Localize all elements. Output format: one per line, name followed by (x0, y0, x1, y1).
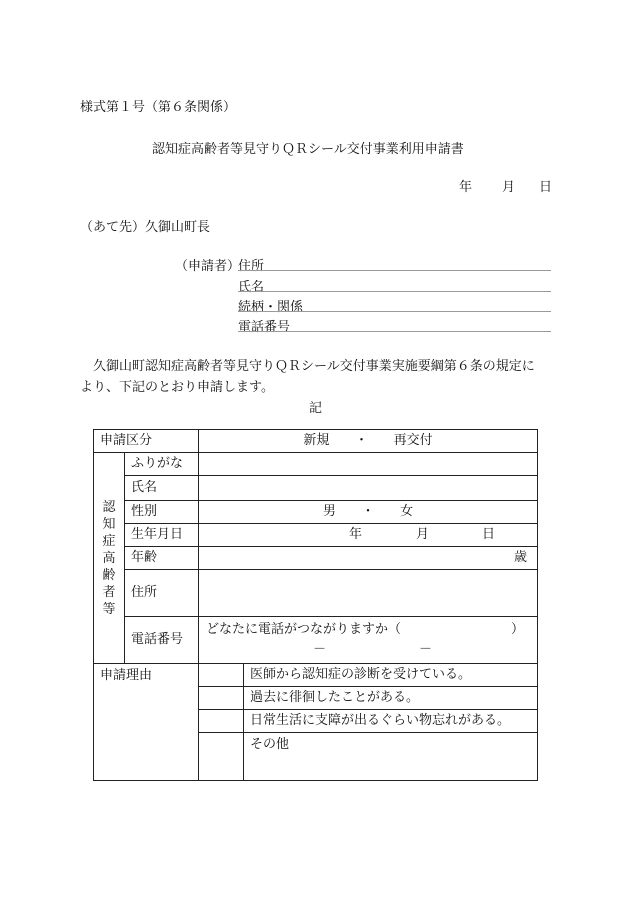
application-type-label: 申請区分 (94, 430, 199, 453)
birthdate-year: 年 (349, 527, 363, 542)
subject-group-text: 認知症高齢者等 (102, 499, 116, 617)
reason-checkbox-4[interactable] (199, 733, 244, 781)
phone-label: 電話番号 (125, 617, 199, 664)
name-field[interactable] (199, 476, 538, 501)
option-female[interactable]: 女 (400, 504, 414, 519)
sex-label: 性別 (125, 501, 199, 524)
address-field[interactable] (199, 570, 538, 617)
phone-field[interactable] (199, 617, 538, 664)
phone-row (94, 617, 538, 664)
birthdate-field[interactable] (199, 524, 538, 547)
applicant-phone-label: 電話番号 (238, 320, 291, 335)
applicant-name-label: 氏名 (238, 280, 265, 295)
application-table (93, 429, 538, 781)
phone-question: どなたに電話がつながりますか（ (206, 622, 402, 637)
applicant-address-line[interactable] (238, 270, 551, 271)
reason-text-4: その他 (244, 733, 538, 781)
date-month: 月 (502, 180, 516, 195)
reason-label: 申請理由 (94, 664, 199, 781)
applicant-phone-line[interactable] (238, 331, 551, 332)
age-row (94, 547, 538, 570)
ki-heading: 記 (309, 401, 323, 416)
applicant-relation-line[interactable] (238, 311, 551, 312)
birthdate-month: 月 (416, 527, 430, 542)
applicant-address-label: 住所 (238, 259, 265, 274)
name-label: 氏名 (125, 476, 199, 501)
applicant-name-line[interactable] (238, 291, 551, 292)
option-reissue[interactable]: 再交付 (393, 433, 433, 448)
application-type-row (94, 430, 538, 453)
age-field[interactable] (199, 547, 538, 570)
date-year: 年 (459, 180, 473, 195)
applicant-relation-label: 続柄・関係 (238, 300, 304, 315)
applicant-label: （申請者） (175, 259, 241, 274)
name-row (94, 476, 538, 501)
furigana-label: ふりがな (125, 453, 199, 476)
application-type-options[interactable] (199, 430, 538, 453)
sex-options[interactable] (199, 501, 538, 524)
reason-checkbox-2[interactable] (199, 687, 244, 710)
body-text-line1: 久御山町認知症高齢者等見守りＱＲシール交付事業実施要綱第６条の規定に (93, 359, 535, 374)
sex-row (94, 501, 538, 524)
birthdate-row (94, 524, 538, 547)
addressee: （あて先）久御山町長 (80, 220, 211, 235)
furigana-field[interactable] (199, 453, 538, 476)
body-text-line2: より、下記のとおり申請します。 (80, 380, 274, 395)
reason-checkbox-3[interactable] (199, 710, 244, 733)
age-label: 年齢 (125, 547, 199, 570)
furigana-row (94, 453, 538, 476)
option-separator: ・ (355, 433, 369, 448)
sex-separator: ・ (361, 504, 375, 519)
phone-dash-2: － (419, 642, 433, 657)
date-day: 日 (539, 180, 553, 195)
phone-dash-1: － (313, 642, 327, 657)
reason-row-1 (94, 664, 538, 687)
form-number: 様式第１号（第６条関係） (80, 100, 237, 115)
option-male[interactable]: 男 (322, 504, 336, 519)
birthdate-day: 日 (482, 527, 496, 542)
address-row (94, 570, 538, 617)
phone-question-close: ） (511, 622, 525, 637)
subject-group-label (94, 453, 125, 664)
address-label: 住所 (125, 570, 199, 617)
reason-text-3: 日常生活に支障が出るぐらい物忘れがある。 (244, 710, 538, 733)
reason-text-1: 医師から認知症の診断を受けている。 (244, 664, 538, 687)
age-unit: 歳 (514, 550, 528, 565)
reason-text-2: 過去に徘徊したことがある。 (244, 687, 538, 710)
document-title: 認知症高齢者等見守りＱＲシール交付事業利用申請書 (152, 142, 464, 157)
option-new[interactable]: 新規 (303, 433, 330, 448)
reason-checkbox-1[interactable] (199, 664, 244, 687)
birthdate-label: 生年月日 (125, 524, 199, 547)
